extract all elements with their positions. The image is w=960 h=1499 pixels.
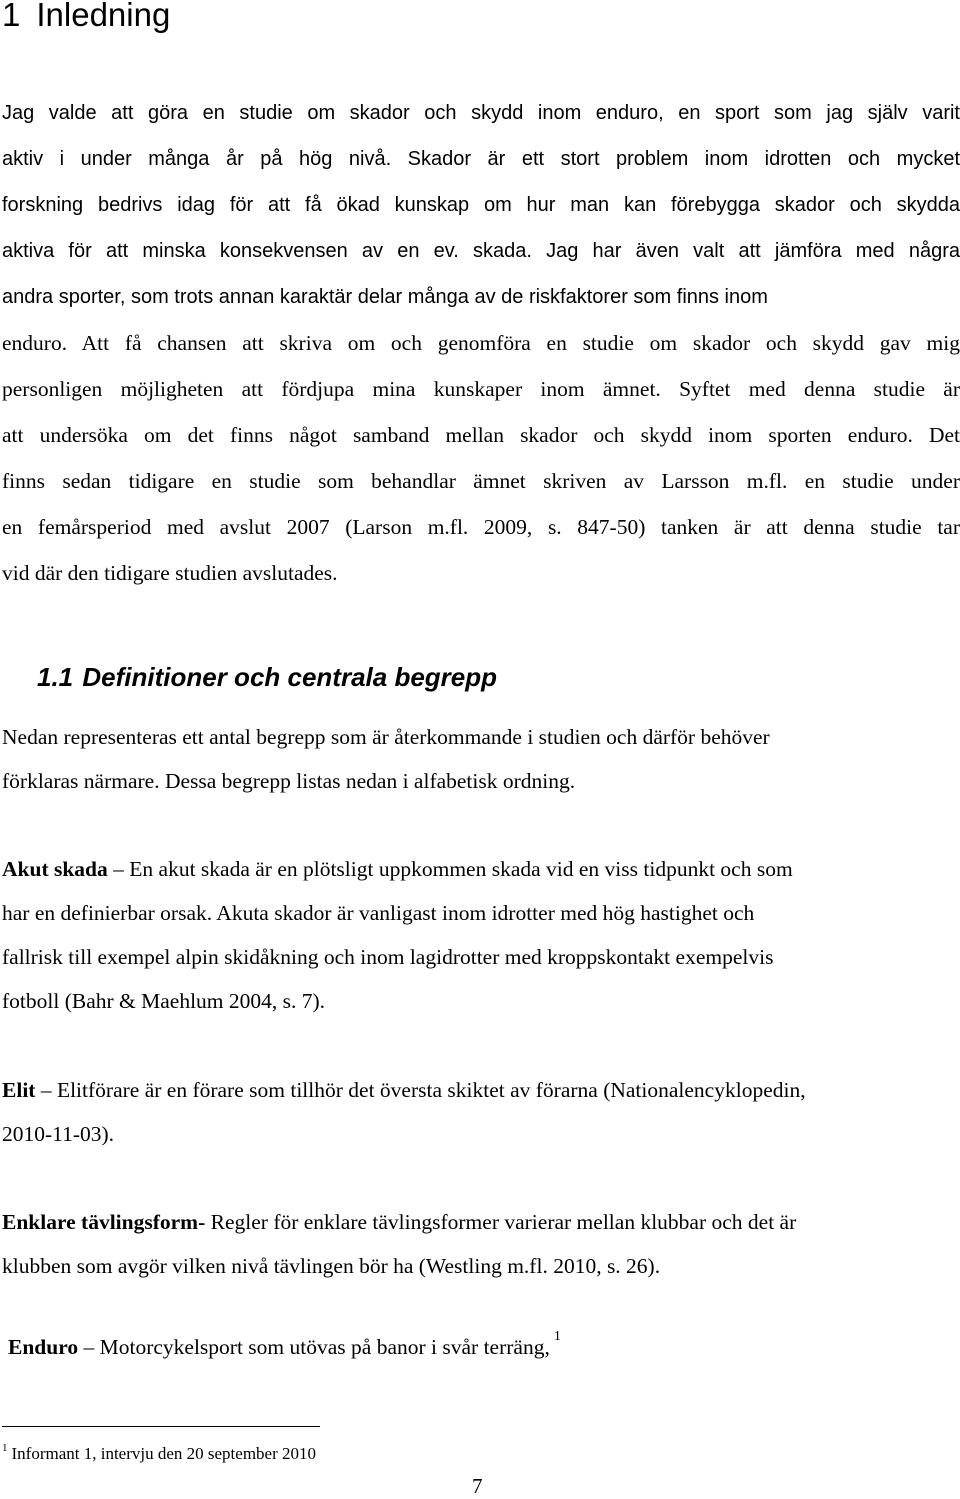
intro-line: en femårsperiod med avslut 2007 (Larson m.fl. 2009, s. 847-50) tanken är att denna studie tar <box>2 515 960 539</box>
definition-text: Regler för enklare tävlingsformer varierar mellan klubbar och det är <box>205 1210 797 1234</box>
definition-akut-skada <box>2 847 952 1023</box>
intro-line: enduro. Att få chansen att skriva om och genomföra en studie om skador och skydd gav mig <box>2 331 960 355</box>
definition-text: klubben som avgör vilken nivå tävlingen bör ha (Westling m.fl. 2010, s. 26). <box>2 1254 661 1278</box>
footnote-text: Informant 1, intervju den 20 september 2010 <box>11 1444 317 1463</box>
section-number: 1.1 <box>37 662 74 692</box>
definition-text: – Elitförare är en förare som tillhör det översta skiktet av förarna (Nationalencyklopedin, <box>35 1078 806 1102</box>
footnote-reference[interactable]: 1 <box>553 1329 561 1344</box>
section-line: förklaras närmare. Dessa begrepp listas nedan i alfabetisk ordning. <box>2 769 576 793</box>
intro-line: finns sedan tidigare en studie som behandlar ämnet skriven av Larsson m.fl. en studie under <box>2 469 960 493</box>
section-title: Definitioner och centrala begrepp <box>82 662 498 692</box>
intro-line: aktiva för att minska konsekvensen av en ev. skada. Jag har även valt att jämföra med några <box>2 240 960 262</box>
intro-line: personligen möjligheten att fördjupa mina kunskaper inom ämnet. Syftet med denna studie är <box>2 377 960 401</box>
definition-elit <box>2 1068 952 1156</box>
footnote-marker: 1 <box>2 1442 8 1454</box>
intro-line: andra sporter, som trots annan karaktär delar många av de riskfaktorer som finns inom <box>2 286 768 308</box>
definition-text: fallrisk till exempel alpin skidåkning och inom lagidrotter med kroppskontakt exempelvis <box>2 945 774 969</box>
definition-term: Elit <box>2 1078 36 1102</box>
intro-paragraph <box>2 90 960 596</box>
intro-line: aktiv i under många år på hög nivå. Skador är ett stort problem inom idrotten och mycket <box>2 148 960 170</box>
intro-line: Jag valde att göra en studie om skador och skydd inom enduro, en sport som jag själv varit <box>2 102 960 124</box>
chapter-title: Inledning <box>36 0 171 33</box>
definition-text: 2010-11-03). <box>2 1122 115 1146</box>
chapter-number: 1 <box>2 0 21 33</box>
definition-enklare-tavlingsform <box>2 1200 952 1288</box>
definition-text: har en definierbar orsak. Akuta skador är vanligast inom idrotter med hög hastighet och <box>2 901 755 925</box>
definition-term: Akut skada <box>2 857 108 881</box>
definition-text: – En akut skada är en plötsligt uppkommen skada vid en viss tidpunkt och som <box>107 857 793 881</box>
section-heading <box>37 662 497 693</box>
intro-line: att undersöka om det finns något samband mellan skador och skydd inom sporten enduro. Det <box>2 423 960 447</box>
footnote <box>2 1444 316 1464</box>
page-number: 7 <box>472 1474 483 1498</box>
section-line: Nedan representeras ett antal begrepp som är återkommande i studien och därför behöver <box>2 725 770 749</box>
definition-term: Enklare tävlingsform- <box>2 1210 206 1234</box>
footnote-separator <box>2 1426 320 1427</box>
definition-text: fotboll (Bahr & Maehlum 2004, s. 7). <box>2 989 326 1013</box>
definition-enduro <box>8 1329 561 1360</box>
intro-line: forskning bedrivs idag för att få ökad kunskap om hur man kan förebygga skador och skydda <box>2 194 960 216</box>
intro-line: vid där den tidigare studien avslutades. <box>2 561 338 585</box>
chapter-heading <box>2 0 170 34</box>
definition-text: – Motorcykelsport som utövas på banor i svår terräng, <box>78 1335 550 1359</box>
definition-term: Enduro <box>8 1335 79 1359</box>
section-intro-paragraph <box>2 715 960 803</box>
